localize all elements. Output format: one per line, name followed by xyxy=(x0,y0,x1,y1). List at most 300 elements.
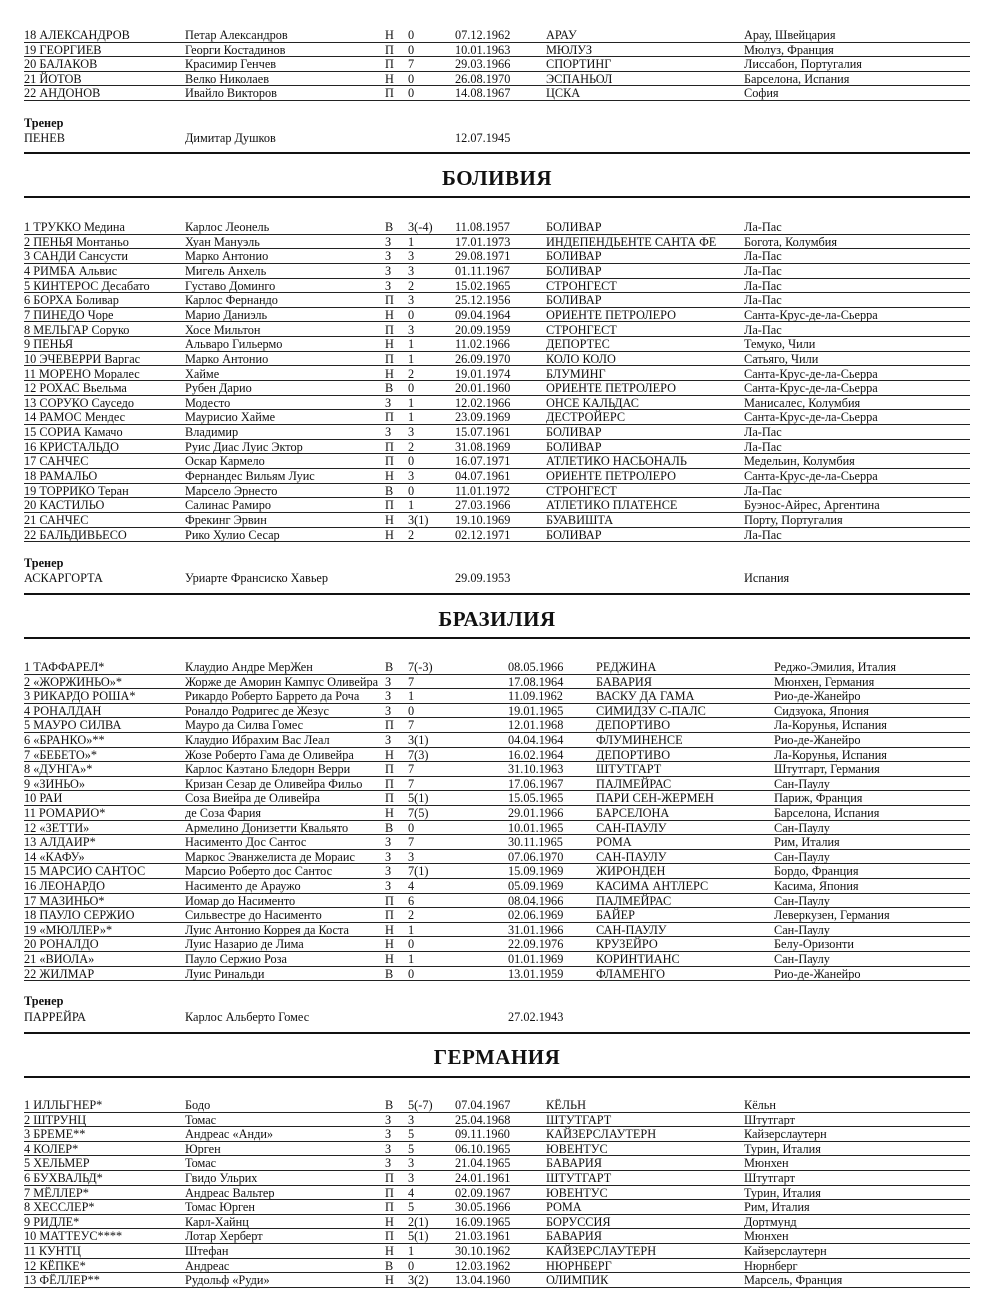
player-caps: 2 xyxy=(408,278,415,293)
player-city: Касима, Япония xyxy=(774,879,859,893)
player-surname: 9 РИДЛЕ* xyxy=(24,1214,80,1229)
player-birthdate: 07.04.1967 xyxy=(455,1098,511,1112)
player-position: П xyxy=(385,1229,394,1244)
player-name: Марко Антонио xyxy=(185,351,269,366)
player-surname: 3 САНДИ Сансусти xyxy=(24,249,129,264)
player-birthdate: 25.04.1968 xyxy=(455,1112,511,1127)
table-row xyxy=(24,513,970,528)
player-name: Петар Александров xyxy=(185,28,288,42)
table-row xyxy=(24,86,970,101)
player-city: Ла-Корунья, Испания xyxy=(774,718,887,733)
player-position: П xyxy=(385,1200,394,1215)
player-name: Бодо xyxy=(185,1098,211,1112)
player-birthdate: 23.09.1969 xyxy=(455,410,511,425)
player-name: Фрекинг Эрвин xyxy=(185,513,267,527)
player-birthdate: 11.02.1966 xyxy=(455,337,510,352)
player-surname: 1 ТАФФАРЕЛ* xyxy=(24,660,105,674)
table-row xyxy=(24,1200,970,1215)
table-row xyxy=(24,323,970,338)
player-city: Штутгарт, Германия xyxy=(774,762,880,777)
player-name: Андреас xyxy=(185,1258,230,1273)
player-surname: 4 КОЛЕР* xyxy=(24,1141,79,1156)
player-city: Ла-Пас xyxy=(744,322,782,337)
player-position: Н xyxy=(385,337,394,352)
player-position: З xyxy=(385,425,392,440)
player-birthdate: 02.06.1969 xyxy=(508,908,564,923)
player-birthdate: 16.07.1971 xyxy=(455,454,511,469)
coach-surname: ПЕНЕВ xyxy=(24,131,65,145)
player-club: БОЛИВАР xyxy=(546,220,602,234)
player-surname: 2 «ЖОРЖИНЬО»* xyxy=(24,674,123,689)
player-position: П xyxy=(385,791,394,806)
player-caps: 0 xyxy=(408,1258,415,1273)
player-birthdate: 13.01.1959 xyxy=(508,966,564,981)
player-caps: 5 xyxy=(408,1127,415,1142)
player-city: Санта-Крус-де-ла-Сьерра xyxy=(744,366,878,381)
player-caps: 1 xyxy=(408,952,415,966)
player-surname: 6 БУХВАЛЬД* xyxy=(24,1171,103,1185)
table-row xyxy=(24,660,970,675)
player-birthdate: 19.01.1965 xyxy=(508,703,564,718)
player-birthdate: 11.01.1972 xyxy=(455,483,510,498)
player-city: Нюрнберг xyxy=(744,1258,798,1273)
player-name: Клаудио Ибрахим Вас Леал xyxy=(185,733,330,747)
player-position: П xyxy=(385,322,394,337)
player-club: СИМИДЗУ С-ПАЛС xyxy=(596,703,706,718)
player-name: Карлос Фернандо xyxy=(185,293,278,308)
player-birthdate: 19.10.1969 xyxy=(455,513,511,527)
player-surname: 1 ТРУККО Медина xyxy=(24,220,125,234)
player-birthdate: 02.09.1967 xyxy=(455,1185,511,1200)
player-name: Марко Антонио xyxy=(185,249,269,264)
player-city: Манисалес, Колумбия xyxy=(744,395,861,410)
player-birthdate: 30.11.1965 xyxy=(508,835,563,850)
player-club: ШТУТГАРТ xyxy=(546,1171,612,1185)
player-name: де Соза Фария xyxy=(185,806,262,820)
player-name: Иомар до Насименто xyxy=(185,893,296,908)
player-position: Н xyxy=(385,747,394,762)
player-position: Н xyxy=(385,1273,394,1288)
player-surname: 12 КЁПКЕ* xyxy=(24,1258,86,1273)
player-birthdate: 09.11.1960 xyxy=(455,1127,510,1142)
player-name: Томас Юрген xyxy=(185,1200,255,1215)
player-surname: 2 ШТРУНЦ xyxy=(24,1112,87,1127)
player-position: З xyxy=(385,395,392,410)
player-club: КЁЛЬН xyxy=(546,1098,586,1112)
player-position: Н xyxy=(385,307,394,322)
player-surname: 7 МЁЛЛЕР* xyxy=(24,1185,89,1200)
player-club: ЮВЕНТУС xyxy=(546,1141,608,1156)
player-city: Рим, Италия xyxy=(744,1200,810,1215)
player-birthdate: 08.05.1966 xyxy=(508,660,564,674)
player-caps: 7(-3) xyxy=(408,660,433,674)
player-position: З xyxy=(385,1112,392,1127)
table-row xyxy=(24,689,970,704)
player-club: КАЙЗЕРСЛАУТЕРН xyxy=(546,1127,657,1142)
player-club: ДЕПОРТИВО xyxy=(596,718,671,733)
player-surname: 18 АЛЕКСАНДРОВ xyxy=(24,28,130,42)
player-surname: 16 КРИСТАЛЬДО xyxy=(24,439,120,454)
player-birthdate: 15.09.1969 xyxy=(508,864,564,879)
team-title: БРАЗИЛИЯ xyxy=(438,607,556,631)
table-row xyxy=(24,704,970,719)
player-caps: 3 xyxy=(408,293,415,308)
player-city: Рио-де-Жанейро xyxy=(774,966,861,981)
player-name: Лотар Херберт xyxy=(185,1229,263,1244)
player-position: З xyxy=(385,879,392,893)
player-club: ЖИРОНДЕН xyxy=(596,864,666,879)
player-caps: 2 xyxy=(408,439,415,454)
table-row xyxy=(24,718,970,733)
section-rule xyxy=(24,593,970,595)
player-name: Карлос Леонель xyxy=(185,220,270,234)
player-caps: 1 xyxy=(408,410,415,425)
player-name: Рубен Дарио xyxy=(185,381,252,396)
player-city: Порту, Португалия xyxy=(744,513,843,527)
table-row xyxy=(24,806,970,821)
player-position: П xyxy=(385,351,394,366)
player-position: З xyxy=(385,1141,392,1156)
table-row xyxy=(24,821,970,836)
player-birthdate: 09.04.1964 xyxy=(455,307,511,322)
player-caps: 3(2) xyxy=(408,1273,429,1288)
player-position: З xyxy=(385,689,392,704)
player-birthdate: 01.01.1969 xyxy=(508,952,564,966)
player-city: Ла-Корунья, Испания xyxy=(774,747,887,762)
player-birthdate: 04.07.1961 xyxy=(455,469,511,484)
player-surname: 10 МАТТЕУС**** xyxy=(24,1229,123,1244)
player-city: Марсель, Франция xyxy=(744,1273,843,1288)
player-birthdate: 17.06.1967 xyxy=(508,776,564,791)
player-city: Сан-Паулу xyxy=(774,820,830,835)
player-caps: 4 xyxy=(408,879,415,893)
player-caps: 7(5) xyxy=(408,806,429,820)
player-caps: 2 xyxy=(408,527,415,542)
player-club: ПАЛМЕЙРАС xyxy=(596,776,672,791)
player-club: НЮРНБЕРГ xyxy=(546,1258,612,1273)
player-surname: 13 ФЁЛЛЕР** xyxy=(24,1273,100,1288)
player-name: Георги Костадинов xyxy=(185,42,286,57)
player-club: РОМА xyxy=(546,1200,582,1215)
player-birthdate: 06.10.1965 xyxy=(455,1141,511,1156)
player-club: МЮЛУЗ xyxy=(546,42,593,57)
table-row xyxy=(24,894,970,909)
player-caps: 2 xyxy=(408,908,415,923)
player-city: Рим, Италия xyxy=(774,835,840,850)
player-surname: 14 «КАФУ» xyxy=(24,849,85,864)
player-club: БОРУССИЯ xyxy=(546,1214,611,1229)
table-row xyxy=(24,381,970,396)
player-club: КОРИНТИАНС xyxy=(596,952,680,966)
player-position: П xyxy=(385,57,394,72)
table-row xyxy=(24,1098,970,1113)
table-row xyxy=(24,1127,970,1142)
player-name: Рикардо Роберто Баррето да Роча xyxy=(185,689,360,704)
player-surname: 22 АНДОНОВ xyxy=(24,86,101,101)
player-surname: 1 ИЛЛЬГНЕР* xyxy=(24,1098,103,1112)
player-caps: 1 xyxy=(408,1244,415,1258)
player-city: Темуко, Чили xyxy=(744,337,816,352)
player-position: З xyxy=(385,703,392,718)
player-position: Н xyxy=(385,71,394,86)
player-name: Владимир xyxy=(185,425,239,440)
player-birthdate: 19.01.1974 xyxy=(455,366,511,381)
table-row xyxy=(24,57,970,72)
table-row xyxy=(24,835,970,850)
table-row xyxy=(24,967,970,982)
player-city: София xyxy=(744,86,779,101)
player-club: СТРОНГЕСТ xyxy=(546,278,617,293)
player-surname: 2 ПЕНЬЯ Монтаньо xyxy=(24,234,129,249)
table-row xyxy=(24,498,970,513)
player-position: П xyxy=(385,776,394,791)
player-city: Ла-Пас xyxy=(744,293,782,308)
player-city: Ла-Пас xyxy=(744,220,782,234)
table-row xyxy=(24,762,970,777)
player-name: Насименто Дос Сантос xyxy=(185,835,307,850)
player-name: Клаудио Андре МерЖен xyxy=(185,660,313,674)
player-club: БЛУМИНГ xyxy=(546,366,606,381)
player-club: ИНДЕПЕНДЬЕНТЕ САНТА ФЕ xyxy=(546,234,717,249)
player-caps: 7 xyxy=(408,835,415,850)
table-row xyxy=(24,528,970,543)
player-city: Дортмунд xyxy=(744,1214,797,1229)
player-surname: 6 БОРХА Боливар xyxy=(24,293,119,308)
player-city: Сан-Паулу xyxy=(774,952,830,966)
player-surname: 21 «ВИОЛА» xyxy=(24,952,95,966)
player-birthdate: 17.08.1964 xyxy=(508,674,564,689)
player-birthdate: 24.01.1961 xyxy=(455,1171,511,1185)
player-caps: 0 xyxy=(408,703,415,718)
section-rule xyxy=(24,1032,970,1034)
player-caps: 2 xyxy=(408,366,415,381)
player-city: Лиссабон, Португалия xyxy=(744,57,862,72)
player-position: П xyxy=(385,893,394,908)
table-row xyxy=(24,72,970,87)
player-birthdate: 31.10.1963 xyxy=(508,762,564,777)
player-city: Санта-Крус-де-ла-Сьерра xyxy=(744,307,878,322)
player-club: БАВАРИЯ xyxy=(596,674,653,689)
player-city: Богота, Колумбия xyxy=(744,234,838,249)
player-city: Бордо, Франция xyxy=(774,864,859,879)
player-position: Н xyxy=(385,469,394,484)
player-caps: 0 xyxy=(408,71,415,86)
player-surname: 7 ПИНЕДО Чоре xyxy=(24,307,114,322)
player-name: Соза Виейра де Оливейра xyxy=(185,791,321,806)
player-caps: 3 xyxy=(408,849,415,864)
player-birthdate: 05.09.1969 xyxy=(508,879,564,893)
player-surname: 12 РОХАС Вьельма xyxy=(24,381,127,396)
player-birthdate: 26.09.1970 xyxy=(455,351,511,366)
player-birthdate: 29.01.1966 xyxy=(508,806,564,820)
player-position: З xyxy=(385,835,392,850)
player-birthdate: 08.04.1966 xyxy=(508,893,564,908)
player-surname: 3 РИКАРДО РОША* xyxy=(24,689,136,704)
player-caps: 5 xyxy=(408,1141,415,1156)
player-caps: 3 xyxy=(408,249,415,264)
player-caps: 2(1) xyxy=(408,1214,429,1229)
player-position: З xyxy=(385,864,392,879)
player-name: Насименто де Араужо xyxy=(185,879,301,893)
coach-row xyxy=(24,571,970,586)
player-city: Ла-Пас xyxy=(744,527,782,542)
player-position: П xyxy=(385,1185,394,1200)
player-city: Ла-Пас xyxy=(744,483,782,498)
player-caps: 5(-7) xyxy=(408,1098,433,1112)
table-row xyxy=(24,469,970,484)
player-birthdate: 31.01.1966 xyxy=(508,922,564,937)
player-club: САН-ПАУЛУ xyxy=(596,849,667,864)
player-name: Андреас Вальтер xyxy=(185,1185,275,1200)
player-surname: 6 «БРАНКО»** xyxy=(24,733,105,747)
player-position: Н xyxy=(385,806,394,820)
player-birthdate: 04.04.1964 xyxy=(508,733,564,747)
player-club: БОЛИВАР xyxy=(546,263,602,278)
player-caps: 0 xyxy=(408,28,415,42)
player-club: ЭСПАНЬОЛ xyxy=(546,71,613,86)
player-caps: 3 xyxy=(408,263,415,278)
coach-name: Карлос Альберто Гомес xyxy=(185,1010,310,1024)
table-row xyxy=(24,1244,970,1259)
player-city: Санта-Крус-де-ла-Сьерра xyxy=(744,410,878,425)
player-position: В xyxy=(385,381,394,396)
player-birthdate: 07.06.1970 xyxy=(508,849,564,864)
player-name: Марио Даниэль xyxy=(185,307,268,322)
player-caps: 4 xyxy=(408,1185,415,1200)
player-city: Сан-Паулу xyxy=(774,922,830,937)
player-birthdate: 30.10.1962 xyxy=(455,1244,511,1258)
player-name: Рико Хулио Сесар xyxy=(185,527,280,542)
player-club: ШТУТГАРТ xyxy=(546,1112,612,1127)
player-club: РОМА xyxy=(596,835,632,850)
player-birthdate: 13.04.1960 xyxy=(455,1273,511,1288)
player-birthdate: 10.01.1963 xyxy=(455,42,511,57)
table-row xyxy=(24,937,970,952)
section-rule xyxy=(24,196,970,198)
player-club: СТРОНГЕСТ xyxy=(546,322,617,337)
player-caps: 3(1) xyxy=(408,513,429,527)
player-birthdate: 21.04.1965 xyxy=(455,1156,511,1171)
player-surname: 7 «БЕБЕТО»* xyxy=(24,747,98,762)
player-surname: 15 МАРСИО САНТОС xyxy=(24,864,146,879)
player-caps: 3 xyxy=(408,1156,415,1171)
player-position: З xyxy=(385,234,392,249)
player-city: Штутгарт xyxy=(744,1171,796,1185)
player-club: ДЕПОРТИВО xyxy=(596,747,671,762)
player-city: Кёльн xyxy=(744,1098,776,1112)
player-surname: 9 ПЕНЬЯ xyxy=(24,337,74,352)
player-birthdate: 14.08.1967 xyxy=(455,86,511,101)
player-name: Жорже де Аморин Кампус Оливейра xyxy=(185,674,379,689)
player-name: Пауло Сержио Роза xyxy=(185,952,287,966)
player-birthdate: 12.03.1962 xyxy=(455,1258,511,1273)
player-city: Буэнос-Айрес, Аргентина xyxy=(744,498,880,513)
player-birthdate: 10.01.1965 xyxy=(508,820,564,835)
player-club: ПАРИ СЕН-ЖЕРМЕН xyxy=(596,791,714,806)
player-position: П xyxy=(385,908,394,923)
player-club: АРАУ xyxy=(546,28,577,42)
player-surname: 12 «ЗЕТТИ» xyxy=(24,820,90,835)
player-surname: 20 БАЛАКОВ xyxy=(24,57,98,72)
table-row xyxy=(24,791,970,806)
player-surname: 8 МЕЛЬГАР Соруко xyxy=(24,322,130,337)
player-city: Сан-Паулу xyxy=(774,849,830,864)
table-row xyxy=(24,748,970,763)
player-position: П xyxy=(385,86,394,101)
player-position: В xyxy=(385,660,394,674)
team-title: ГЕРМАНИЯ xyxy=(433,1045,561,1069)
player-surname: 14 РАМОС Мендес xyxy=(24,410,126,425)
player-caps: 7(1) xyxy=(408,864,429,879)
table-row xyxy=(24,1156,970,1171)
coach-row xyxy=(24,1010,970,1025)
player-position: В xyxy=(385,820,394,835)
player-position: Н xyxy=(385,937,394,952)
player-city: Ла-Пас xyxy=(744,278,782,293)
player-surname: 8 «ДУНГА»* xyxy=(24,762,93,777)
player-city: Реджо-Эмилия, Италия xyxy=(774,660,897,674)
player-birthdate: 11.09.1962 xyxy=(508,689,563,704)
player-surname: 19 «МЮЛЛЕР»* xyxy=(24,922,113,937)
player-city: Мюнхен xyxy=(744,1229,789,1244)
player-position: З xyxy=(385,849,392,864)
player-city: Барселона, Испания xyxy=(774,806,880,820)
player-city: Барселона, Испания xyxy=(744,71,850,86)
player-surname: 22 ЖИЛМАР xyxy=(24,966,95,981)
table-row xyxy=(24,264,970,279)
player-birthdate: 01.11.1967 xyxy=(455,263,510,278)
table-row xyxy=(24,1186,970,1201)
player-birthdate: 17.01.1973 xyxy=(455,234,511,249)
player-city: Кайзерслаутерн xyxy=(744,1127,827,1142)
player-caps: 1 xyxy=(408,498,415,513)
player-position: Н xyxy=(385,527,394,542)
player-club: БОЛИВАР xyxy=(546,527,602,542)
player-club: БУАВИШТА xyxy=(546,513,614,527)
player-city: Турин, Италия xyxy=(744,1185,821,1200)
table-row xyxy=(24,220,970,235)
player-birthdate: 11.08.1957 xyxy=(455,220,510,234)
player-surname: 18 РАМАЛЬО xyxy=(24,469,98,484)
player-club: БОЛИВАР xyxy=(546,439,602,454)
player-position: Н xyxy=(385,28,394,42)
player-caps: 0 xyxy=(408,381,415,396)
player-surname: 21 САНЧЕС xyxy=(24,513,89,527)
player-position: Н xyxy=(385,513,394,527)
player-caps: 3 xyxy=(408,469,415,484)
player-city: Арау, Швейцария xyxy=(744,28,836,42)
player-position: В xyxy=(385,220,394,234)
table-row xyxy=(24,293,970,308)
player-position: Н xyxy=(385,366,394,381)
table-row xyxy=(24,879,970,894)
player-position: З xyxy=(385,278,392,293)
table-row xyxy=(24,850,970,865)
player-birthdate: 29.03.1966 xyxy=(455,57,511,72)
player-club: АТЛЕТИКО ПЛАТЕНСЕ xyxy=(546,498,678,513)
player-club: ОРИЕНТЕ ПЕТРОЛЕРО xyxy=(546,381,676,396)
coach-surname: ПАРРЕЙРА xyxy=(24,1010,86,1024)
player-city: Кайзерслаутерн xyxy=(744,1244,827,1258)
team-title: БОЛИВИЯ xyxy=(441,166,553,190)
player-club: БОЛИВАР xyxy=(546,249,602,264)
table-row xyxy=(24,235,970,250)
table-row xyxy=(24,923,970,938)
player-caps: 0 xyxy=(408,937,415,952)
player-caps: 1 xyxy=(408,337,415,352)
player-name: Рудольф «Руди» xyxy=(185,1273,270,1288)
player-caps: 0 xyxy=(408,966,415,981)
